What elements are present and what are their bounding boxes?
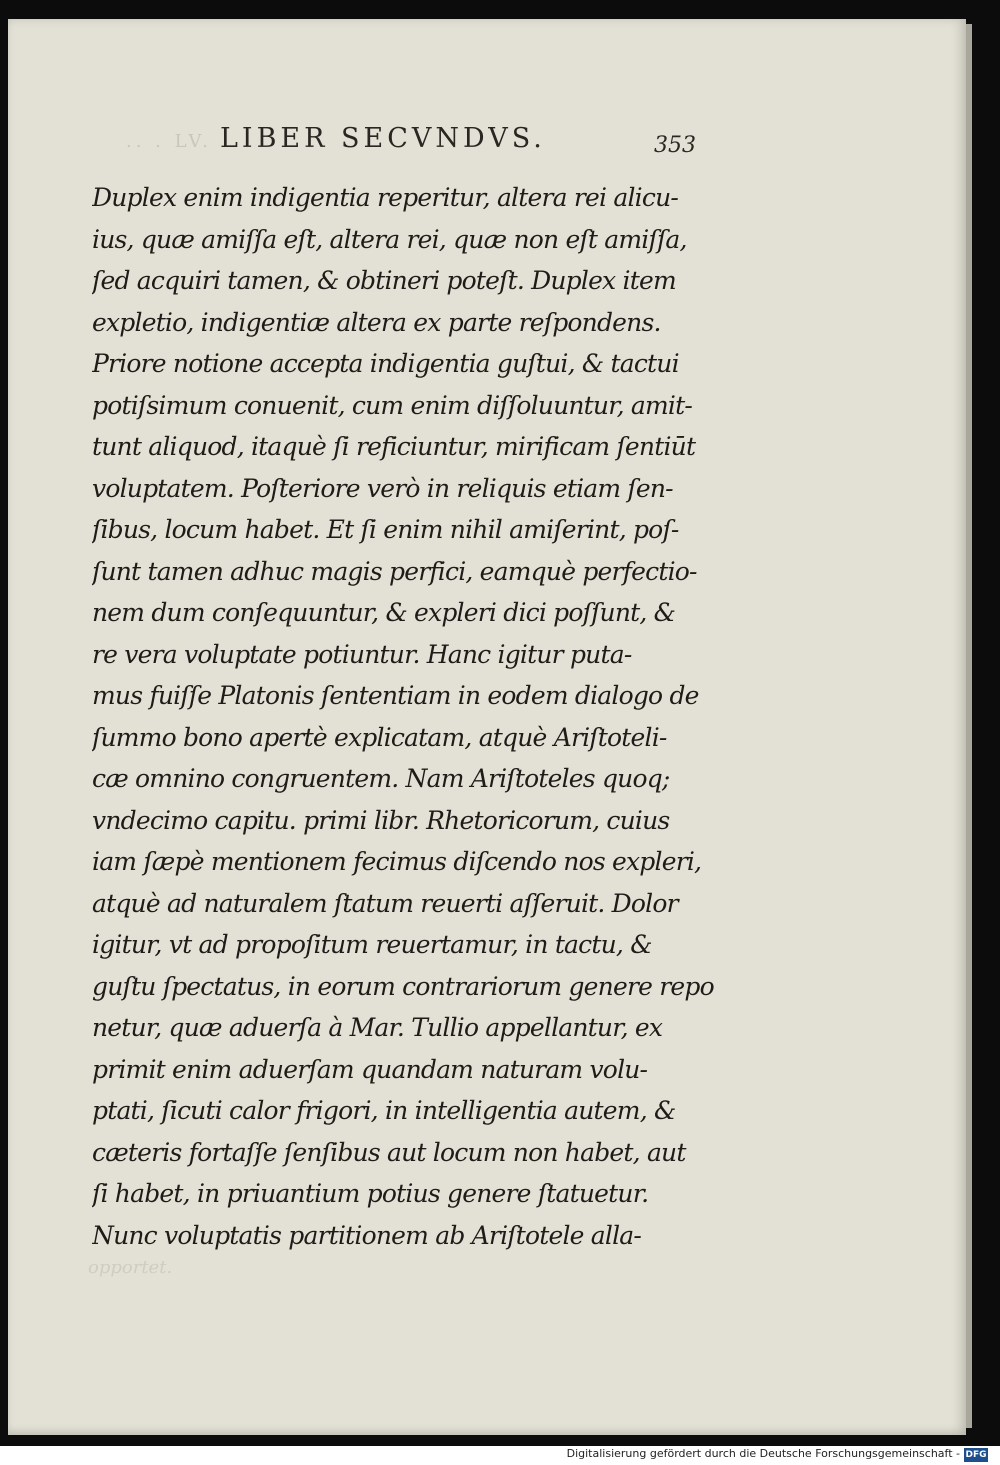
text-line: ſed acquiri tamen, & obtineri poteſt. Duplex item [92,266,676,295]
text-line: atquè ad naturalem ſtatum reuerti aſſeruit. Dolor [92,888,678,918]
text-line: cæ omnino congruentem. Nam Ariſtoteles quoq; [92,764,670,793]
funding-credit: Digitalisierung gefördert durch die Deutsche Forschungsgemeinschaft - [566,1447,960,1460]
text-line: vndecimo capitu. primi libr. Rhetoricorum, cuius [92,805,670,835]
show-through-catchword: opportet. [88,1257,173,1278]
text-line: iam ſæpè mentionem fecimus diſcendo nos expleri, [92,847,702,876]
text-line: cæteris fortaſſe ſenſibus aut locum non habet, aut [92,1137,686,1167]
text-line: igitur, vt ad propoſitum reuertamur, in tactu, & [92,930,652,959]
text-line: guſtu ſpectatus, in eorum contrariorum genere repo [92,971,714,1001]
book-page [8,19,966,1435]
body-text [92,177,732,1256]
text-line: ſibus, locum habet. Et ſi enim nihil amiſerint, poſ- [92,515,679,544]
text-line: voluptatem. Poſteriore verò in reliquis etiam ſen- [92,473,673,503]
text-line: netur, quæ aduerſa à Mar. Tullio appellantur, ex [92,1013,663,1042]
text-line: ius, quæ amiſſa eſt, altera rei, quæ non eſt amiſſa, [92,224,687,254]
text-line: re vera voluptate potiuntur. Hanc igitur puta- [92,639,632,669]
text-line: Nunc voluptatis partitionem ab Ariſtotele alla- [92,1220,642,1250]
digitization-footer [0,1446,1000,1465]
text-line: ſunt tamen adhuc magis perfici, eamquè perfectio- [92,556,697,586]
show-through-text: .. . LV. [126,131,212,152]
text-line: ptati, ſicuti calor frigori, in intelligentia autem, & [92,1096,676,1125]
page-edge [966,24,972,1428]
text-line: Priore notione accepta indigentia guſtui, & tactui [92,349,679,378]
page-header [8,123,966,163]
running-head: LIBER SECVNDVS. [220,123,546,154]
text-line: expletio, indigentiæ altera ex parte reſpondens. [92,307,661,337]
text-line: primit enim aduerſam quandam naturam volu- [92,1054,648,1084]
text-line: ſummo bono apertè explicatam, atquè Ariſtoteli- [92,722,667,752]
text-line: tunt aliquod, itaquè ſi reficiuntur, mirificam ſentiūt [92,432,696,461]
text-line: nem dum conſequuntur, & expleri dici poſſunt, & [92,598,676,627]
page-number: 353 [654,133,696,158]
text-line: potiſsimum conuenit, cum enim diſſoluuntur, amit- [92,390,693,420]
text-line: mus fuiſſe Platonis ſententiam in eodem dialogo de [92,681,699,710]
text-line: ſi habet, in priuantium potius genere ſtatuetur. [92,1179,649,1208]
dfg-logo: DFG [965,1450,987,1460]
text-line: Duplex enim indigentia reperitur, altera rei alicu- [92,183,679,212]
